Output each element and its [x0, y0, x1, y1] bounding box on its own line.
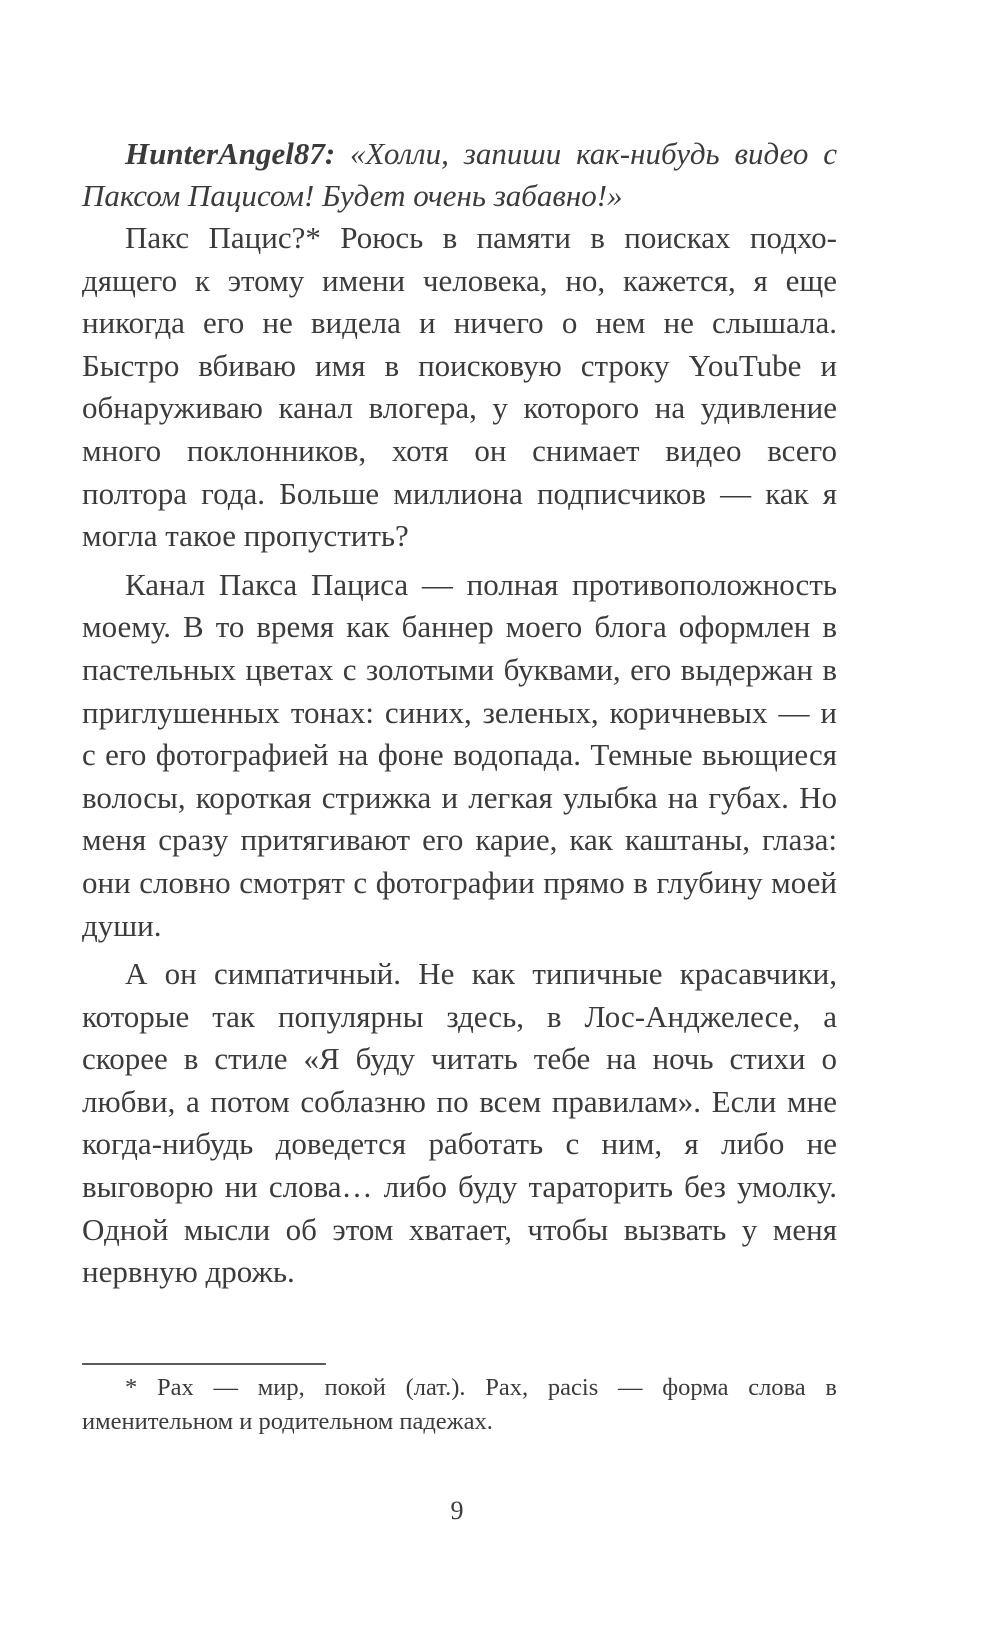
- comment-author: HunterAngel87:: [125, 136, 336, 171]
- quoted-comment: [82, 133, 837, 217]
- main-text: [82, 133, 837, 1300]
- page-number: 9: [450, 1496, 464, 1525]
- paragraph-2: Канал Пакса Пациса — полная противоположность моему. В то время как баннер моего блога оформлен в пастельных цветах с золотыми буквами, его выдержан в приглушенных тонах: синих, зеленых, коричневых — и с его фотографией на фоне водопада. Темные вьющиеся волосы, короткая стрижка и легкая улыбка на губах. Но меня сразу притягивают его карие, как каштаны, глаза: они словно смотрят с фотографии прямо в глубину моей души.: [82, 566, 837, 943]
- paragraph-3: А он симпатичный. Не как типичные красавчики, которые так популярны здесь, в Лос-Анджелесе, а скорее в стиле «Я буду читать тебе на ночь стихи о любви, а потом соблазню по всем правилам». Если мне когда-нибудь доведется работать с ним, я либо не выговорю ни слова… либо буду тараторить без умолку. Одной мысли об этом хватает, чтобы вызвать у меня нервную дрожь.: [82, 956, 837, 1290]
- comment-text: «Холли, запиши как-нибудь видео с Паксом Пацисом! Будет очень забавно!»: [82, 136, 838, 213]
- footnote-divider: [82, 1363, 326, 1365]
- footnote: * Pax — мир, покой (лат.). Pax, pacis — форма слова в именительном и родительном падежах.: [82, 1374, 837, 1435]
- paragraph-1: Пакс Пацис?* Роюсь в памяти в поисках подходящего к этому имени человека, но, кажется, я еще никогда его не видела и ничего о нем не слышала. Быстро вбиваю имя в поисковую строку YouTube и обнаруживаю канал влогера, у которого на удивление много поклонников, хотя он снимает видео всего полтора года. Больше миллиона подписчиков — как я могла такое пропустить?: [82, 220, 837, 554]
